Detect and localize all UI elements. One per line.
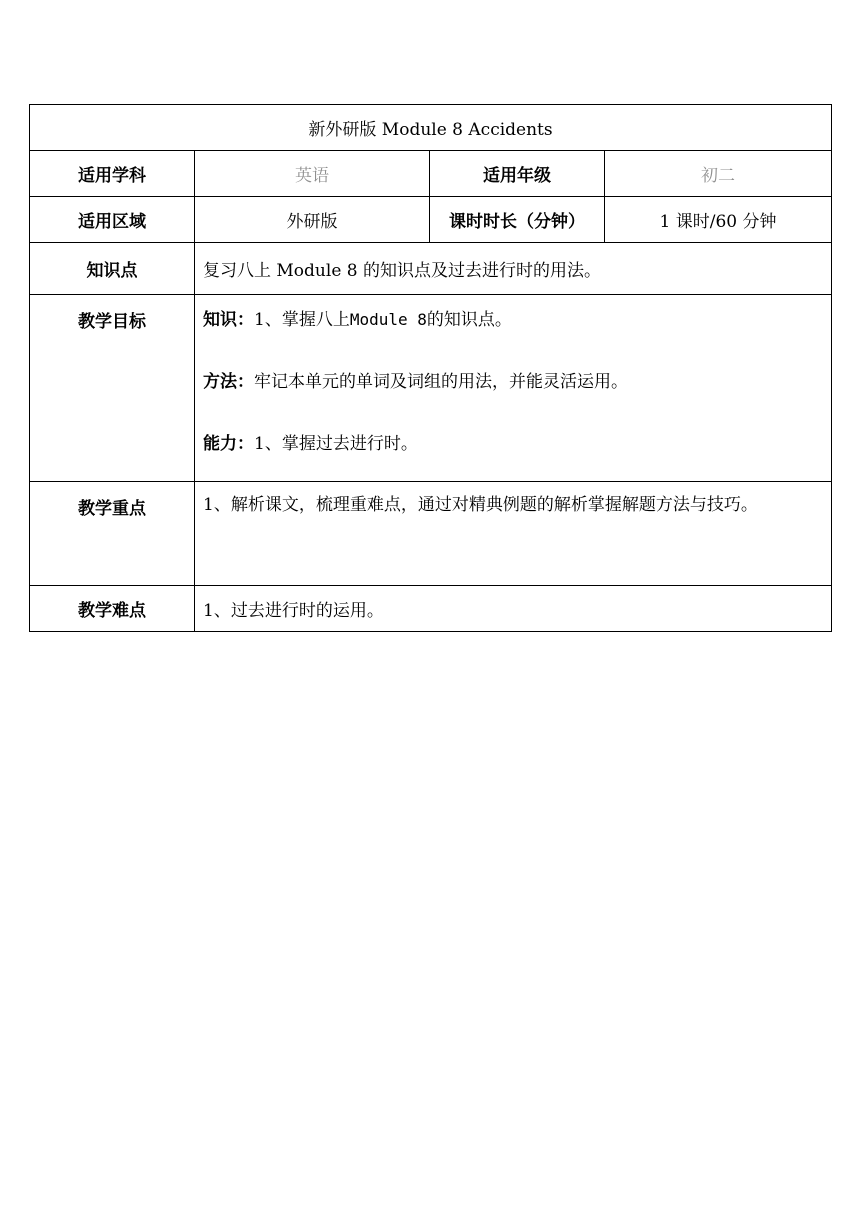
difficulty-label: 教学难点: [30, 586, 195, 632]
duration-value: 1 课时/60 分钟: [605, 197, 832, 243]
subject-value: 英语: [195, 151, 430, 197]
focus-label: 教学重点: [30, 482, 195, 586]
knowledge-points-value: 复习八上 Module 8 的知识点及过去进行时的用法。: [195, 243, 832, 295]
grade-value: 初二: [605, 151, 832, 197]
lesson-plan-table: [29, 104, 832, 632]
goals-content: [195, 295, 832, 482]
knowledge-points-label: 知识点: [30, 243, 195, 295]
table-title: 新外研版 Module 8 Accidents: [30, 105, 832, 151]
focus-value: 1、解析课文，梳理重难点，通过对精典例题的解析掌握解题方法与技巧。: [195, 482, 832, 586]
difficulty-value: 1、过去进行时的运用。: [195, 586, 832, 632]
goal-ability: 能力：1、掌握过去进行时。: [203, 434, 418, 454]
goal-knowledge: 知识：1、掌握八上Module 8的知识点。: [203, 310, 512, 330]
region-label: 适用区域: [30, 197, 195, 243]
grade-label: 适用年级: [430, 151, 605, 197]
goals-label: 教学目标: [30, 295, 195, 482]
region-value: 外研版: [195, 197, 430, 243]
subject-label: 适用学科: [30, 151, 195, 197]
duration-label: 课时时长（分钟）: [430, 197, 605, 243]
goal-method: 方法：牢记本单元的单词及词组的用法，并能灵活运用。: [203, 372, 628, 392]
